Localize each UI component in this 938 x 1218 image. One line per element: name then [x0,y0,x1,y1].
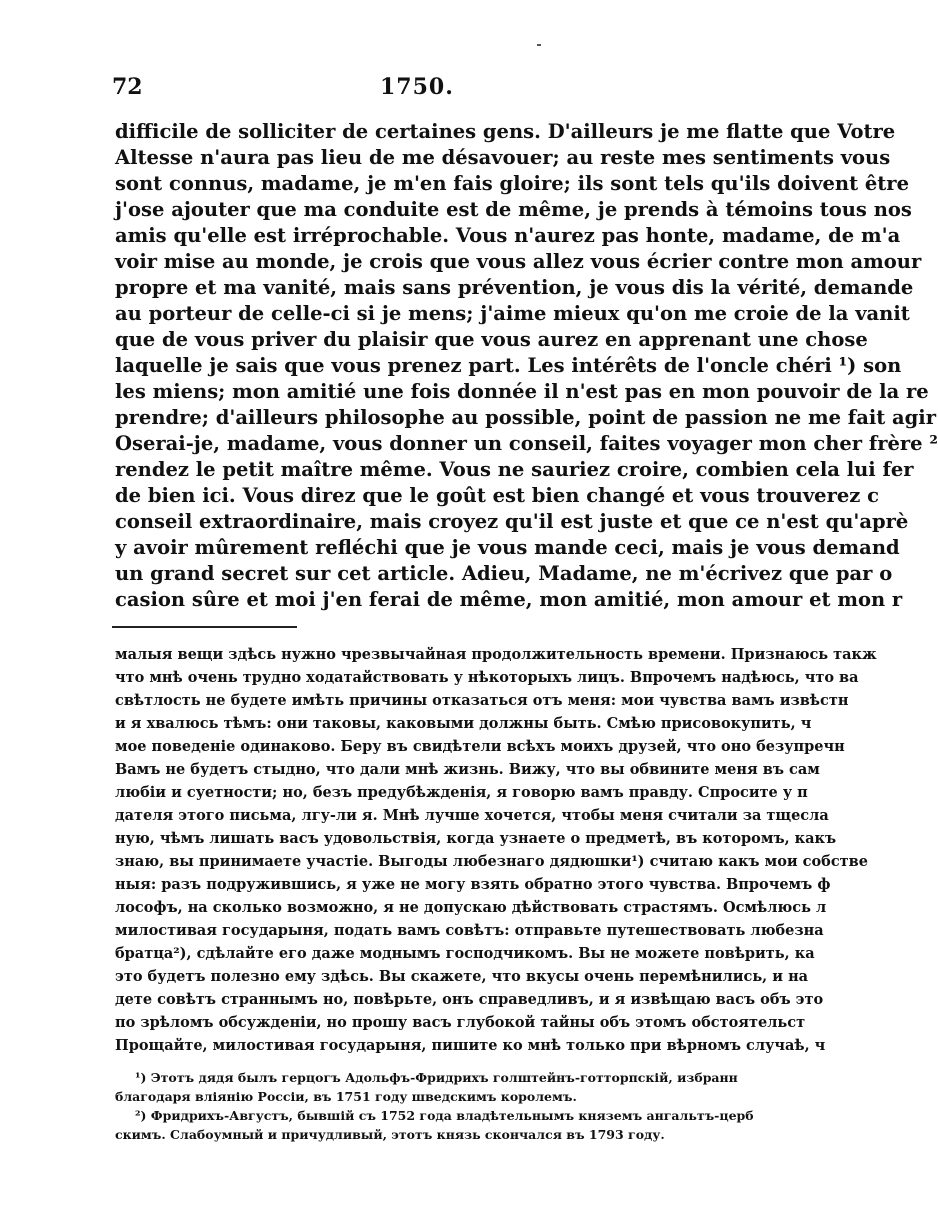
russian-line: свѣтлость не будете имѣть причины отказаться отъ меня: мои чувства вамъ извѣстн [115,692,849,709]
russian-line: любіи и суетности; но, безъ предубѣжденія, я говорю вамъ правду. Спросите у п [115,784,808,801]
french-line: conseil extraordinaire, mais croyez qu'il est juste et que ce n'est qu'aprè [115,510,909,533]
french-line: Oserai-je, madame, vous donner un conseil, faites voyager mon cher frère ² [115,432,938,455]
french-line: amis qu'elle est irréprochable. Vous n'aurez pas honte, madame, de m'a [115,224,901,247]
russian-line: знаю, вы принимаете участіе. Выгоды любезнаго дядюшки¹) считаю какъ мои собстве [115,853,868,870]
french-line: voir mise au monde, je crois que vous allez vous écrier contre mon amour [115,250,922,273]
russian-line: Прощайте, милостивая государыня, пишите ко мнѣ только при вѣрномъ случаѣ, ч [115,1037,826,1054]
footnote-1: ¹) Этотъ дядя былъ герцогъ Адольфъ-Фридрихъ голштейнъ-готторпскій, избранн [135,1070,738,1085]
russian-line: братца²), сдѣлайте его даже моднымъ господчикомъ. Вы не можете повѣрить, ка [115,945,815,962]
french-line: rendez le petit maître même. Vous ne sauriez croire, combien cela lui fer [115,458,914,481]
french-line: propre et ma vanité, mais sans prévention, je vous dis la vérité, demande [115,276,914,299]
russian-line: что мнѣ очень трудно ходатайствовать у нѣкоторыхъ лицъ. Впрочемъ надѣюсь, что ва [115,669,859,686]
russian-line: дете совѣтъ страннымъ но, повѣрьте, онъ справедливъ, и я извѣщаю васъ объ это [115,991,824,1008]
russian-line: мое поведеніе одинаково. Беру въ свидѣтели всѣхъ моихъ друзей, что оно безупречн [115,738,845,755]
french-line: les miens; mon amitié une fois donnée il n'est pas en mon pouvoir de la re [115,380,929,403]
french-line: casion sûre et moi j'en ferai de même, mon amitié, mon amour et mon r [115,588,903,611]
russian-line: дателя этого письма, лгу-ли я. Мнѣ лучше хочется, чтобы меня считали за тщесла [115,807,829,824]
russian-line: и я хвалюсь тѣмъ: они таковы, каковыми должны быть. Смѣю присовокупить, ч [115,715,812,732]
ink-speck [537,44,541,46]
russian-line: ную, чѣмъ лишать васъ удовольствія, когда узнаете о предметѣ, въ которомъ, какъ [115,830,837,847]
french-line: laquelle je sais que vous prenez part. Les intérêts de l'oncle chéri ¹) son [115,354,902,377]
russian-line: по зрѣломъ обсужденіи, но прошу васъ глубокой тайны объ этомъ обстоятельст [115,1014,806,1031]
russian-line: Вамъ не будетъ стыдно, что дали мнѣ жизнь. Вижу, что вы обвините меня въ сам [115,761,820,778]
footnote-2-continuation: скимъ. Слабоумный и причудливый, этотъ князь скончался въ 1793 году. [115,1127,665,1142]
russian-line: лософъ, на сколько возможно, я не допускаю дѣйствовать страстямъ. Осмѣлюсь л [115,899,827,916]
french-line: difficile de solliciter de certaines gens. D'ailleurs je me flatte que Votre [115,120,896,143]
french-line: j'ose ajouter que ma conduite est de même, je prends à témoins tous nos [115,198,912,221]
russian-line: малыя вещи здѣсь нужно чрезвычайная продолжительность времени. Признаюсь такж [115,646,877,663]
french-line: y avoir mûrement refléchi que je vous mande ceci, mais je vous demand [115,536,900,559]
french-line: de bien ici. Vous direz que le goût est bien changé et vous trouverez c [115,484,880,507]
running-title: 1750. [380,74,454,100]
russian-line: милостивая государыня, подать вамъ совѣтъ: отправьте путешествовать любезна [115,922,824,939]
french-line: que de vous priver du plaisir que vous aurez en apprenant une chose [115,328,868,351]
footnote-1-continuation: благодаря вліянію Россіи, въ 1751 году шведскимъ королемъ. [115,1089,577,1104]
french-line: un grand secret sur cet article. Adieu, Madame, ne m'écrivez que par o [115,562,893,585]
footnote-2: ²) Фридрихъ-Августъ, бывшій съ 1752 года владѣтельнымъ княземъ ангальтъ-церб [135,1108,754,1123]
section-divider [112,626,297,628]
french-line: Altesse n'aura pas lieu de me désavouer; au reste mes sentiments vous [115,146,891,169]
russian-line: ныя: разъ подружившись, я уже не могу взять обратно этого чувства. Впрочемъ ф [115,876,831,893]
french-line: sont connus, madame, je m'en fais gloire; ils sont tels qu'ils doivent être [115,172,909,195]
russian-line: это будетъ полезно ему здѣсь. Вы скажете, что вкусы очень перемѣнились, и на [115,968,809,985]
page-number: 72 [112,74,143,100]
french-line: prendre; d'ailleurs philosophe au possible, point de passion ne me fait agir [115,406,936,429]
french-line: au porteur de celle-ci si je mens; j'aime mieux qu'on me croie de la vanit [115,302,910,325]
